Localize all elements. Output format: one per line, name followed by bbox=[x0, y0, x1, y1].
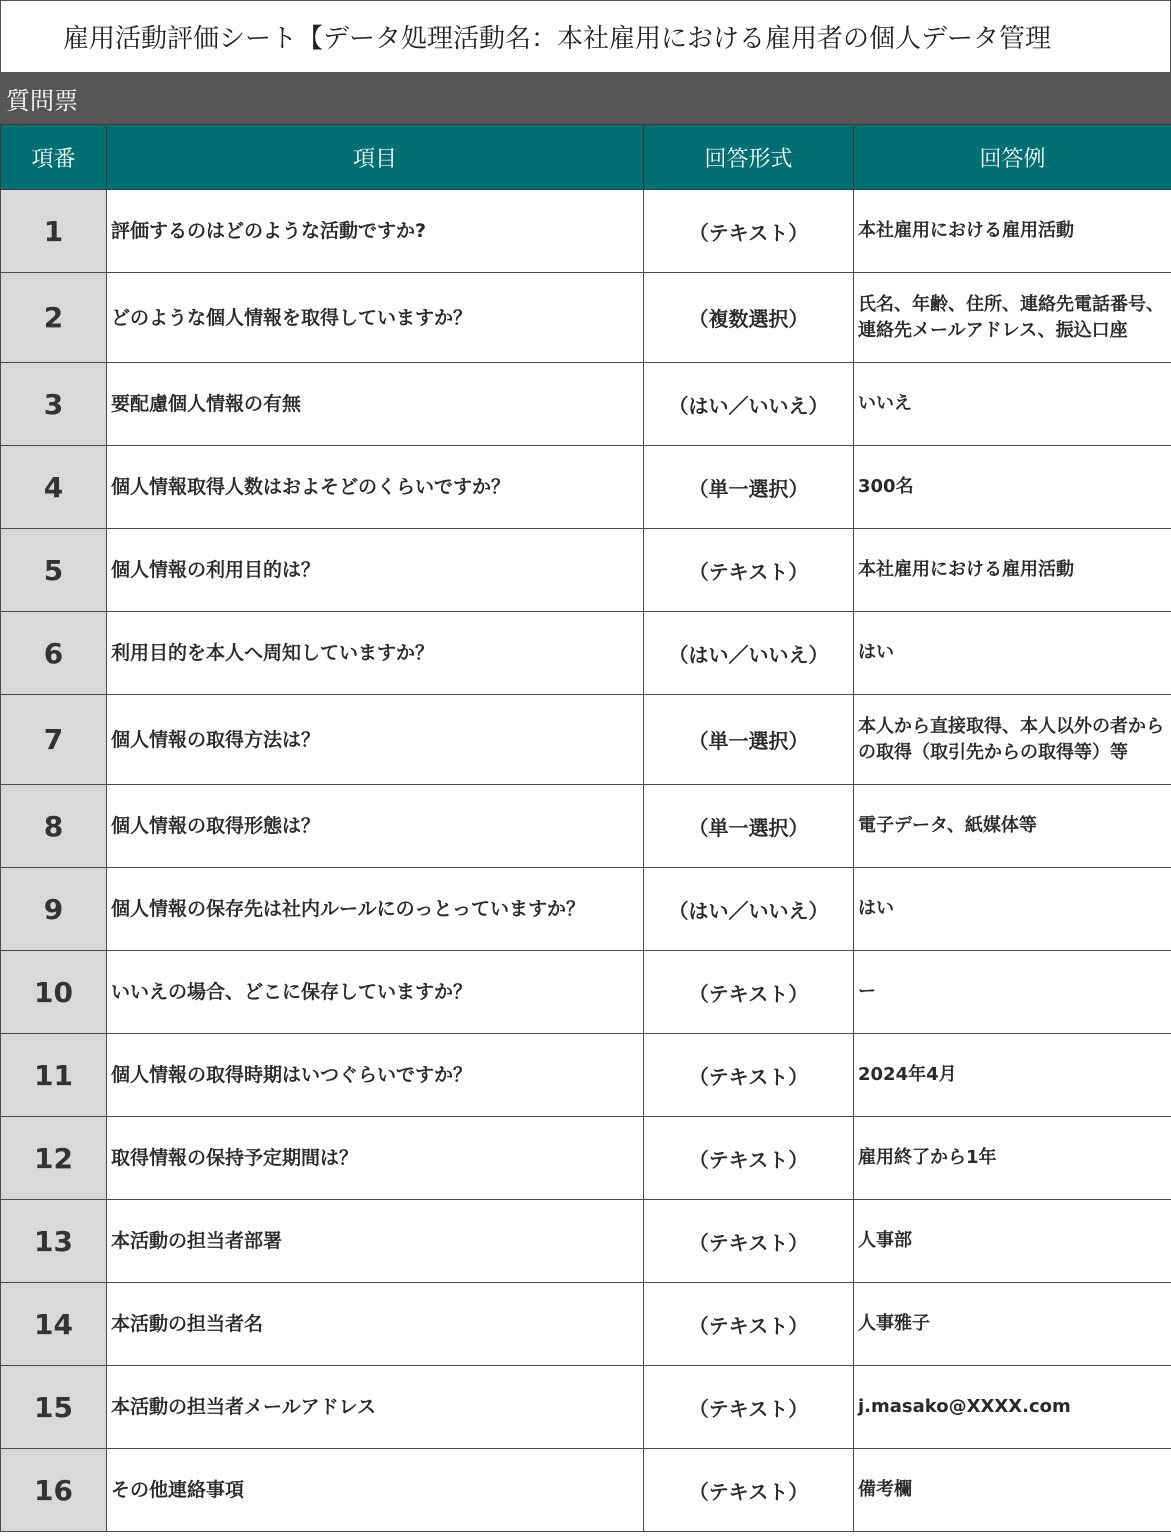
row-example: 人事部 bbox=[854, 1200, 1171, 1283]
row-example: 雇用終了から1年 bbox=[854, 1117, 1171, 1200]
questionnaire-table bbox=[0, 124, 1171, 1532]
row-format: （テキスト） bbox=[644, 1034, 854, 1117]
row-example: j.masako@XXXX.com bbox=[854, 1366, 1171, 1449]
row-format: （テキスト） bbox=[644, 1449, 854, 1532]
row-item: 要配慮個人情報の有無 bbox=[107, 363, 644, 446]
table-row bbox=[1, 951, 1171, 1034]
row-item: 評価するのはどのような活動ですか? bbox=[107, 190, 644, 273]
table-row bbox=[1, 868, 1171, 951]
table-row bbox=[1, 612, 1171, 695]
row-number: 6 bbox=[1, 612, 107, 695]
row-item: 個人情報取得人数はおよそどのくらいですか？ bbox=[107, 446, 644, 529]
row-example: ー bbox=[854, 951, 1171, 1034]
sheet-title: 雇用活動評価シート【データ処理活動名：本社雇用における雇用者の個人データ管理 bbox=[0, 0, 1171, 72]
row-number: 8 bbox=[1, 785, 107, 868]
row-example: 本社雇用における雇用活動 bbox=[854, 190, 1171, 273]
row-example: 本人から直接取得、本人以外の者からの取得（取引先からの取得等）等 bbox=[854, 695, 1171, 785]
row-example: 本社雇用における雇用活動 bbox=[854, 529, 1171, 612]
row-number: 15 bbox=[1, 1366, 107, 1449]
row-example: 300名 bbox=[854, 446, 1171, 529]
row-item: 本活動の担当者メールアドレス bbox=[107, 1366, 644, 1449]
row-example: 2024年4月 bbox=[854, 1034, 1171, 1117]
row-format: （複数選択） bbox=[644, 273, 854, 363]
row-item: その他連絡事項 bbox=[107, 1449, 644, 1532]
row-number: 7 bbox=[1, 695, 107, 785]
table-row bbox=[1, 1200, 1171, 1283]
table-row bbox=[1, 1449, 1171, 1532]
row-format: （テキスト） bbox=[644, 529, 854, 612]
row-item: 個人情報の取得時期はいつぐらいですか？ bbox=[107, 1034, 644, 1117]
table-header-row bbox=[1, 125, 1171, 190]
row-number: 3 bbox=[1, 363, 107, 446]
row-format: （テキスト） bbox=[644, 1117, 854, 1200]
table-row bbox=[1, 446, 1171, 529]
row-format: （はい／いいえ） bbox=[644, 612, 854, 695]
table-row bbox=[1, 529, 1171, 612]
row-example: 氏名、年齢、住所、連絡先電話番号、連絡先メールアドレス、振込口座 bbox=[854, 273, 1171, 363]
row-example: いいえ bbox=[854, 363, 1171, 446]
table-row bbox=[1, 1117, 1171, 1200]
row-format: （はい／いいえ） bbox=[644, 868, 854, 951]
row-format: （単一選択） bbox=[644, 695, 854, 785]
row-item: 本活動の担当者部署 bbox=[107, 1200, 644, 1283]
row-item: 利用目的を本人へ周知していますか？ bbox=[107, 612, 644, 695]
row-format: （テキスト） bbox=[644, 1283, 854, 1366]
row-format: （単一選択） bbox=[644, 446, 854, 529]
row-number: 11 bbox=[1, 1034, 107, 1117]
table-row bbox=[1, 695, 1171, 785]
row-number: 10 bbox=[1, 951, 107, 1034]
row-number: 5 bbox=[1, 529, 107, 612]
table-row bbox=[1, 785, 1171, 868]
row-example: 備考欄 bbox=[854, 1449, 1171, 1532]
row-number: 9 bbox=[1, 868, 107, 951]
row-format: （テキスト） bbox=[644, 951, 854, 1034]
row-format: （テキスト） bbox=[644, 1200, 854, 1283]
row-number: 13 bbox=[1, 1200, 107, 1283]
row-example: 人事雅子 bbox=[854, 1283, 1171, 1366]
header-format: 回答形式 bbox=[644, 125, 854, 190]
row-item: いいえの場合、どこに保存していますか？ bbox=[107, 951, 644, 1034]
row-item: 取得情報の保持予定期間は？ bbox=[107, 1117, 644, 1200]
table-row bbox=[1, 1366, 1171, 1449]
row-item: 本活動の担当者名 bbox=[107, 1283, 644, 1366]
row-item: 個人情報の取得形態は？ bbox=[107, 785, 644, 868]
row-format: （単一選択） bbox=[644, 785, 854, 868]
row-number: 12 bbox=[1, 1117, 107, 1200]
table-row bbox=[1, 1283, 1171, 1366]
row-number: 1 bbox=[1, 190, 107, 273]
row-number: 16 bbox=[1, 1449, 107, 1532]
table-row bbox=[1, 363, 1171, 446]
row-item: 個人情報の保存先は社内ルールにのっとっていますか？ bbox=[107, 868, 644, 951]
row-item: 個人情報の利用目的は？ bbox=[107, 529, 644, 612]
table-row bbox=[1, 273, 1171, 363]
row-format: （はい／いいえ） bbox=[644, 363, 854, 446]
row-item: 個人情報の取得方法は？ bbox=[107, 695, 644, 785]
header-item: 項目 bbox=[107, 125, 644, 190]
table-row bbox=[1, 190, 1171, 273]
row-format: （テキスト） bbox=[644, 1366, 854, 1449]
row-format: （テキスト） bbox=[644, 190, 854, 273]
header-no: 項番 bbox=[1, 125, 107, 190]
row-example: 電子データ、紙媒体等 bbox=[854, 785, 1171, 868]
row-example: はい bbox=[854, 612, 1171, 695]
row-number: 14 bbox=[1, 1283, 107, 1366]
row-number: 2 bbox=[1, 273, 107, 363]
row-item: どのような個人情報を取得していますか？ bbox=[107, 273, 644, 363]
section-header: 質問票 bbox=[0, 72, 1171, 124]
header-example: 回答例 bbox=[854, 125, 1171, 190]
row-example: はい bbox=[854, 868, 1171, 951]
row-number: 4 bbox=[1, 446, 107, 529]
table-row bbox=[1, 1034, 1171, 1117]
